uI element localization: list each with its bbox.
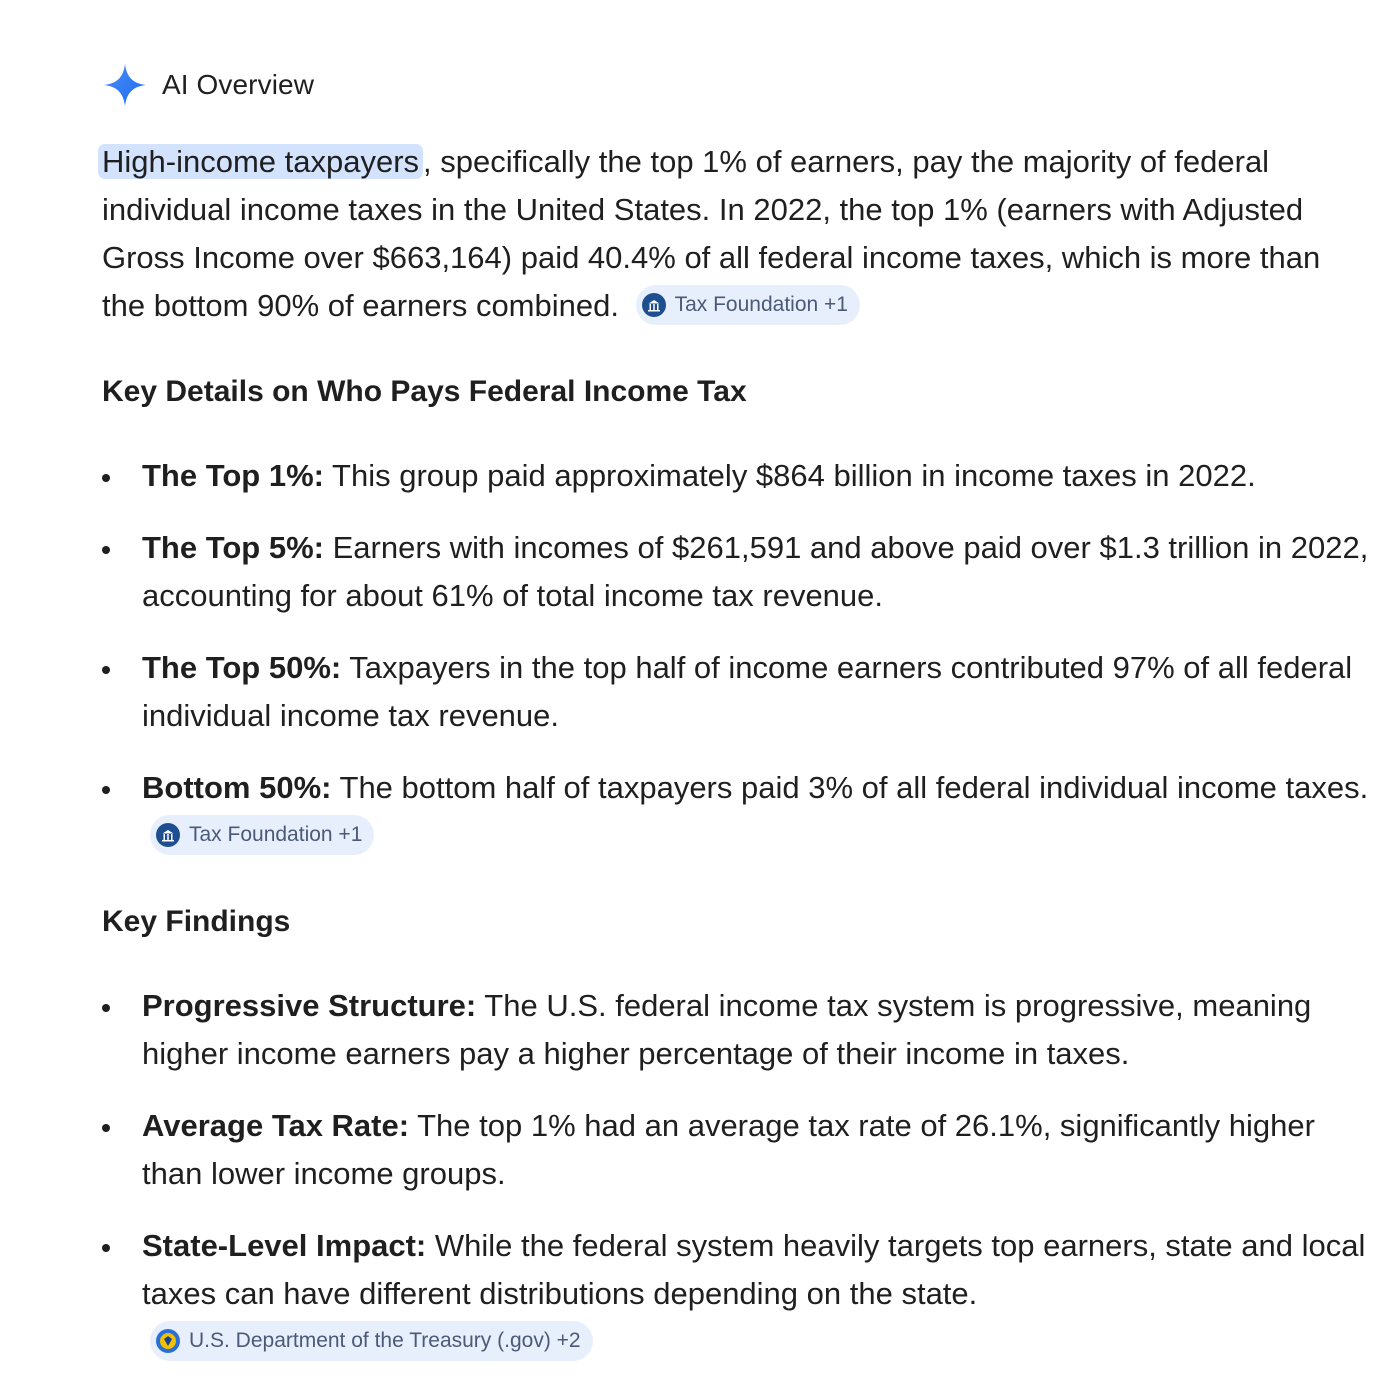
key-details-list [102, 452, 1372, 860]
treasury-seal-icon [156, 1329, 180, 1353]
list-item-text: While the federal system heavily targets top earners, state and local taxes can have different distributions depending on the state. [142, 1228, 1366, 1311]
list-item [102, 1102, 1372, 1198]
list-item-label: The Top 50%: [142, 650, 342, 685]
intro-text: , specifically the top 1% of earners, pay the majority of federal individual income taxes in the United States. In 2022, the top 1% (earners with Adjusted Gross Income over $663,164) paid 40.4% of all federal income taxes, which is more than the bottom 90% of earners combined. [102, 144, 1321, 323]
list-item-label: State-Level Impact: [142, 1228, 427, 1263]
list-item [102, 524, 1372, 620]
key-findings-list [102, 982, 1372, 1366]
list-item [102, 982, 1372, 1078]
tax-foundation-logo-icon [642, 293, 666, 317]
gemini-spark-icon [102, 62, 148, 108]
list-item-text: This group paid approximately $864 billion in income taxes in 2022. [323, 458, 1256, 493]
tax-foundation-logo-icon [156, 823, 180, 847]
list-item [102, 644, 1372, 740]
ai-overview-title: AI Overview [162, 69, 315, 100]
list-item-text: Taxpayers in the top half of income earners contributed 97% of all federal individual income tax revenue. [142, 650, 1353, 733]
citation-chip-tax-foundation[interactable] [636, 285, 860, 325]
intro-paragraph [102, 138, 1364, 330]
list-item-label: Average Tax Rate: [142, 1108, 410, 1143]
list-item [102, 764, 1372, 860]
list-item-label: Progressive Structure: [142, 988, 477, 1023]
citation-label: Tax Foundation +1 [189, 822, 363, 846]
highlighted-term[interactable]: High-income taxpayers [98, 144, 423, 179]
list-item-text: Earners with incomes of $261,591 and above paid over $1.3 trillion in 2022, accounting for about 61% of total income tax revenue. [142, 530, 1369, 613]
list-item-label: Bottom 50%: [142, 770, 332, 805]
citation-chip-tax-foundation[interactable] [150, 815, 374, 855]
list-item [102, 452, 1372, 500]
section-heading-key-details: Key Details on Who Pays Federal Income Tax [102, 375, 747, 408]
section-heading-key-findings: Key Findings [102, 905, 291, 938]
list-item [102, 1222, 1372, 1366]
list-item-label: The Top 1%: [142, 458, 324, 493]
list-item-text: The top 1% had an average tax rate of 26.1%, significantly higher than lower income groups. [142, 1108, 1315, 1191]
citation-chip-treasury[interactable] [150, 1321, 593, 1361]
list-item-text: The U.S. federal income tax system is progressive, meaning higher income earners pay a higher percentage of their income in taxes. [142, 988, 1312, 1071]
list-item-label: The Top 5%: [142, 530, 324, 565]
ai-overview-content [102, 138, 1372, 1366]
citation-label: U.S. Department of the Treasury (.gov) +2 [189, 1328, 581, 1352]
citation-label: Tax Foundation +1 [674, 292, 848, 316]
list-item-text: The bottom half of taxpayers paid 3% of all federal individual income taxes. [331, 770, 1369, 805]
ai-overview-header [102, 60, 314, 110]
